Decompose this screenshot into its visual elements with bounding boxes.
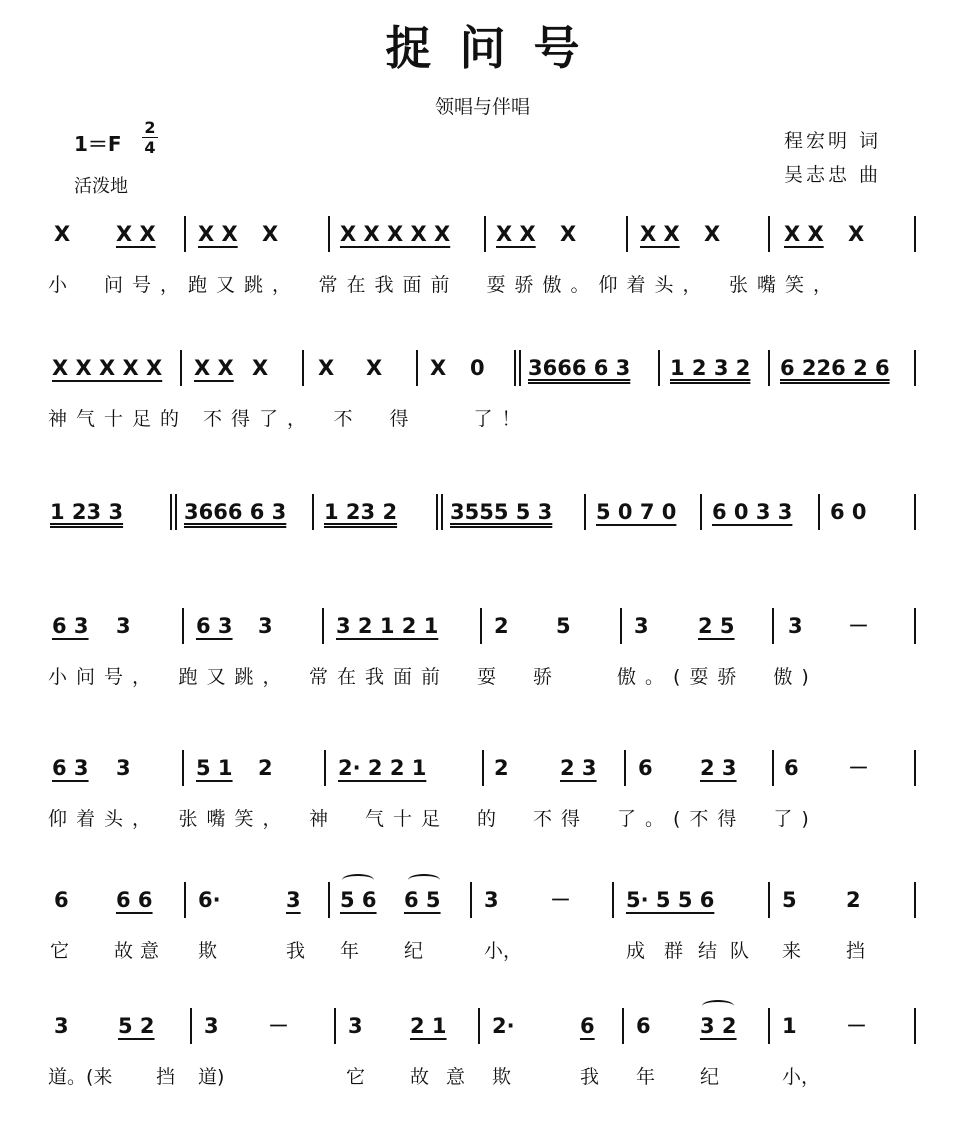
bar-line	[441, 494, 443, 530]
time-signature-top: 2	[144, 118, 156, 137]
bar-line	[324, 750, 326, 786]
bar-line	[700, 494, 702, 530]
tie-slur	[702, 1000, 734, 1012]
lyric-syllable: 道)	[198, 1066, 225, 1088]
bar-line	[914, 494, 916, 530]
bar-line	[768, 882, 770, 918]
note-group: 2	[258, 756, 273, 780]
bar-line	[914, 882, 916, 918]
bar-line	[514, 350, 516, 386]
note-group: 3	[286, 888, 301, 912]
bar-line	[478, 1008, 480, 1044]
bar-line	[768, 1008, 770, 1044]
bar-line	[484, 216, 486, 252]
composer-credit: 吴志忠 曲	[784, 164, 882, 186]
note-group: 3666 6 3	[528, 356, 631, 380]
note-group: X X	[198, 222, 238, 246]
note-group: －	[268, 1014, 289, 1038]
bar-line	[818, 494, 820, 530]
lyric-syllable: 队	[730, 940, 750, 962]
bar-line	[180, 350, 182, 386]
note-group: 6·	[198, 888, 221, 912]
note-group: 2 5	[698, 614, 735, 638]
staff-row-7	[0, 1014, 965, 1064]
note-group: 1 2 3 2	[670, 356, 751, 380]
bar-line	[482, 750, 484, 786]
lyric-syllable: 它	[346, 1066, 366, 1088]
time-signature-bottom: 4	[142, 137, 158, 157]
lyric-syllable: 欺	[198, 940, 218, 962]
note-group: 5	[782, 888, 797, 912]
note-group: 3	[258, 614, 273, 638]
note-group: 3666 6 3	[184, 500, 287, 524]
lyric-syllable: 故	[410, 1066, 430, 1088]
note-group: X	[252, 356, 269, 380]
lyric-syllable: 纪	[404, 940, 424, 962]
bar-line	[184, 882, 186, 918]
lyricist-credit: 程宏明 词	[784, 130, 882, 152]
note-group: 6	[636, 1014, 651, 1038]
note-group: 3 2	[700, 1014, 737, 1038]
note-group: X	[366, 356, 383, 380]
bar-line	[914, 1008, 916, 1044]
bar-line	[914, 216, 916, 252]
note-group: 5	[556, 614, 571, 638]
note-group: X	[848, 222, 865, 246]
note-group: 1 23 3	[50, 500, 124, 524]
lyric-syllable: 结	[698, 940, 718, 962]
staff-row-2	[0, 356, 965, 406]
note-group: 1 23 2	[324, 500, 398, 524]
note-group: 5 6	[340, 888, 377, 912]
note-group: 3 2 1 2 1	[336, 614, 439, 638]
note-group: X X X X X	[340, 222, 451, 246]
lyric-syllable: 年	[636, 1066, 656, 1088]
bar-line	[184, 216, 186, 252]
bar-line	[328, 882, 330, 918]
note-group: 6	[580, 1014, 595, 1038]
note-group: X X	[116, 222, 156, 246]
note-group: 6	[54, 888, 69, 912]
lyrics-line-1: 小 问号，跑又跳， 常在我面前 耍骄傲。仰着头， 张嘴笑，	[48, 274, 842, 296]
note-group: 5 2	[118, 1014, 155, 1038]
note-group: －	[846, 1014, 867, 1038]
lyric-syllable: 小，	[484, 940, 523, 962]
bar-line	[768, 216, 770, 252]
bar-line	[182, 608, 184, 644]
lyric-syllable: 纪	[700, 1066, 720, 1088]
note-group: X	[430, 356, 447, 380]
staff-row-4	[0, 614, 965, 664]
note-group: 3	[788, 614, 803, 638]
note-group: 3	[484, 888, 499, 912]
note-group: 0	[470, 356, 485, 380]
note-group: 6 3	[52, 614, 89, 638]
lyrics-line-4: 小问号， 跑又跳， 常在我面前 耍 骄 傲。(耍骄 傲)	[48, 666, 818, 688]
note-group: X	[318, 356, 335, 380]
bar-line	[914, 350, 916, 386]
staff-row-3	[0, 500, 965, 550]
note-group: 6 0 3 3	[712, 500, 793, 524]
note-group: 6	[784, 756, 799, 780]
note-group: 6 3	[196, 614, 233, 638]
staff-row-1	[0, 222, 965, 272]
note-group: 3	[116, 614, 131, 638]
lyric-syllable: 年	[340, 940, 360, 962]
time-signature	[142, 118, 158, 157]
lyric-syllable: 来	[782, 940, 802, 962]
lyric-syllable: 我	[286, 940, 306, 962]
staff-row-5	[0, 756, 965, 806]
note-group: －	[848, 756, 869, 780]
bar-line	[624, 750, 626, 786]
lyric-syllable: 挡	[846, 940, 866, 962]
bar-line	[175, 494, 177, 530]
note-group: 6 3	[52, 756, 89, 780]
note-group: 6	[638, 756, 653, 780]
note-group: 5 0 7 0	[596, 500, 677, 524]
bar-line	[322, 608, 324, 644]
bar-line	[914, 608, 916, 644]
note-group: 2 3	[560, 756, 597, 780]
bar-line	[620, 608, 622, 644]
note-group: 3555 5 3	[450, 500, 553, 524]
note-group: 6 5	[404, 888, 441, 912]
note-group: 3	[116, 756, 131, 780]
bar-line	[470, 882, 472, 918]
bar-line	[328, 216, 330, 252]
note-group: －	[848, 614, 869, 638]
note-group: 6 226 2 6	[780, 356, 890, 380]
bar-line	[312, 494, 314, 530]
note-group: －	[550, 888, 571, 912]
bar-line	[334, 1008, 336, 1044]
staff-row-6	[0, 888, 965, 938]
bar-line	[182, 750, 184, 786]
note-group: X X	[640, 222, 680, 246]
note-group: 5 1	[196, 756, 233, 780]
bar-line	[519, 350, 521, 386]
note-group: 6 0	[830, 500, 867, 524]
note-group: X	[704, 222, 721, 246]
lyric-syllable: 意	[446, 1066, 466, 1088]
bar-line	[658, 350, 660, 386]
bar-line	[772, 750, 774, 786]
lyric-syllable: 小，	[782, 1066, 821, 1088]
key-signature: 1＝F	[74, 132, 122, 156]
tempo-marking: 活泼地	[74, 176, 128, 197]
lyrics-line-2: 神气十足的 不得了， 不 得 了！	[48, 408, 530, 430]
note-group: 3	[634, 614, 649, 638]
bar-line	[584, 494, 586, 530]
note-group: 2	[494, 614, 509, 638]
lyric-syllable: 故	[114, 940, 134, 962]
note-group: X X	[194, 356, 234, 380]
bar-line	[622, 1008, 624, 1044]
lyric-syllable: 欺	[492, 1066, 512, 1088]
note-group: 2 3	[700, 756, 737, 780]
bar-line	[914, 750, 916, 786]
bar-line	[302, 350, 304, 386]
note-group: 2	[846, 888, 861, 912]
note-group: 5· 5 5 6	[626, 888, 715, 912]
lyric-syllable: 意	[140, 940, 160, 962]
bar-line	[772, 608, 774, 644]
bar-line	[768, 350, 770, 386]
lyric-syllable: 道。(来	[48, 1066, 113, 1088]
note-group: X	[54, 222, 71, 246]
note-group: 3	[348, 1014, 363, 1038]
note-group: 3	[54, 1014, 69, 1038]
lyric-syllable: 它	[50, 940, 70, 962]
note-group: 2·	[492, 1014, 515, 1038]
note-group: X X	[784, 222, 824, 246]
tie-slur	[408, 874, 440, 886]
song-subtitle: 领唱与伴唱	[434, 96, 530, 118]
bar-line	[436, 494, 438, 530]
lyric-syllable: 成	[626, 940, 646, 962]
bar-line	[626, 216, 628, 252]
note-group: 3	[204, 1014, 219, 1038]
tie-slur	[342, 874, 374, 886]
note-group: 2 1	[410, 1014, 447, 1038]
note-group: 2	[494, 756, 509, 780]
bar-line	[480, 608, 482, 644]
bar-line	[170, 494, 172, 530]
note-group: X X	[496, 222, 536, 246]
bar-line	[612, 882, 614, 918]
song-title: 捉问号	[385, 21, 608, 75]
lyric-syllable: 我	[580, 1066, 600, 1088]
note-group: X	[262, 222, 279, 246]
note-group: 2· 2 2 1	[338, 756, 427, 780]
bar-line	[190, 1008, 192, 1044]
note-group: X	[560, 222, 577, 246]
lyric-syllable: 群	[664, 940, 684, 962]
note-group: 6 6	[116, 888, 153, 912]
lyrics-line-5: 仰着头， 张嘴笑， 神 气十足 的 不得 了。(不得 了)	[48, 808, 818, 830]
bar-line	[416, 350, 418, 386]
note-group: 1	[782, 1014, 797, 1038]
lyric-syllable: 挡	[156, 1066, 176, 1088]
note-group: X X X X X	[52, 356, 163, 380]
